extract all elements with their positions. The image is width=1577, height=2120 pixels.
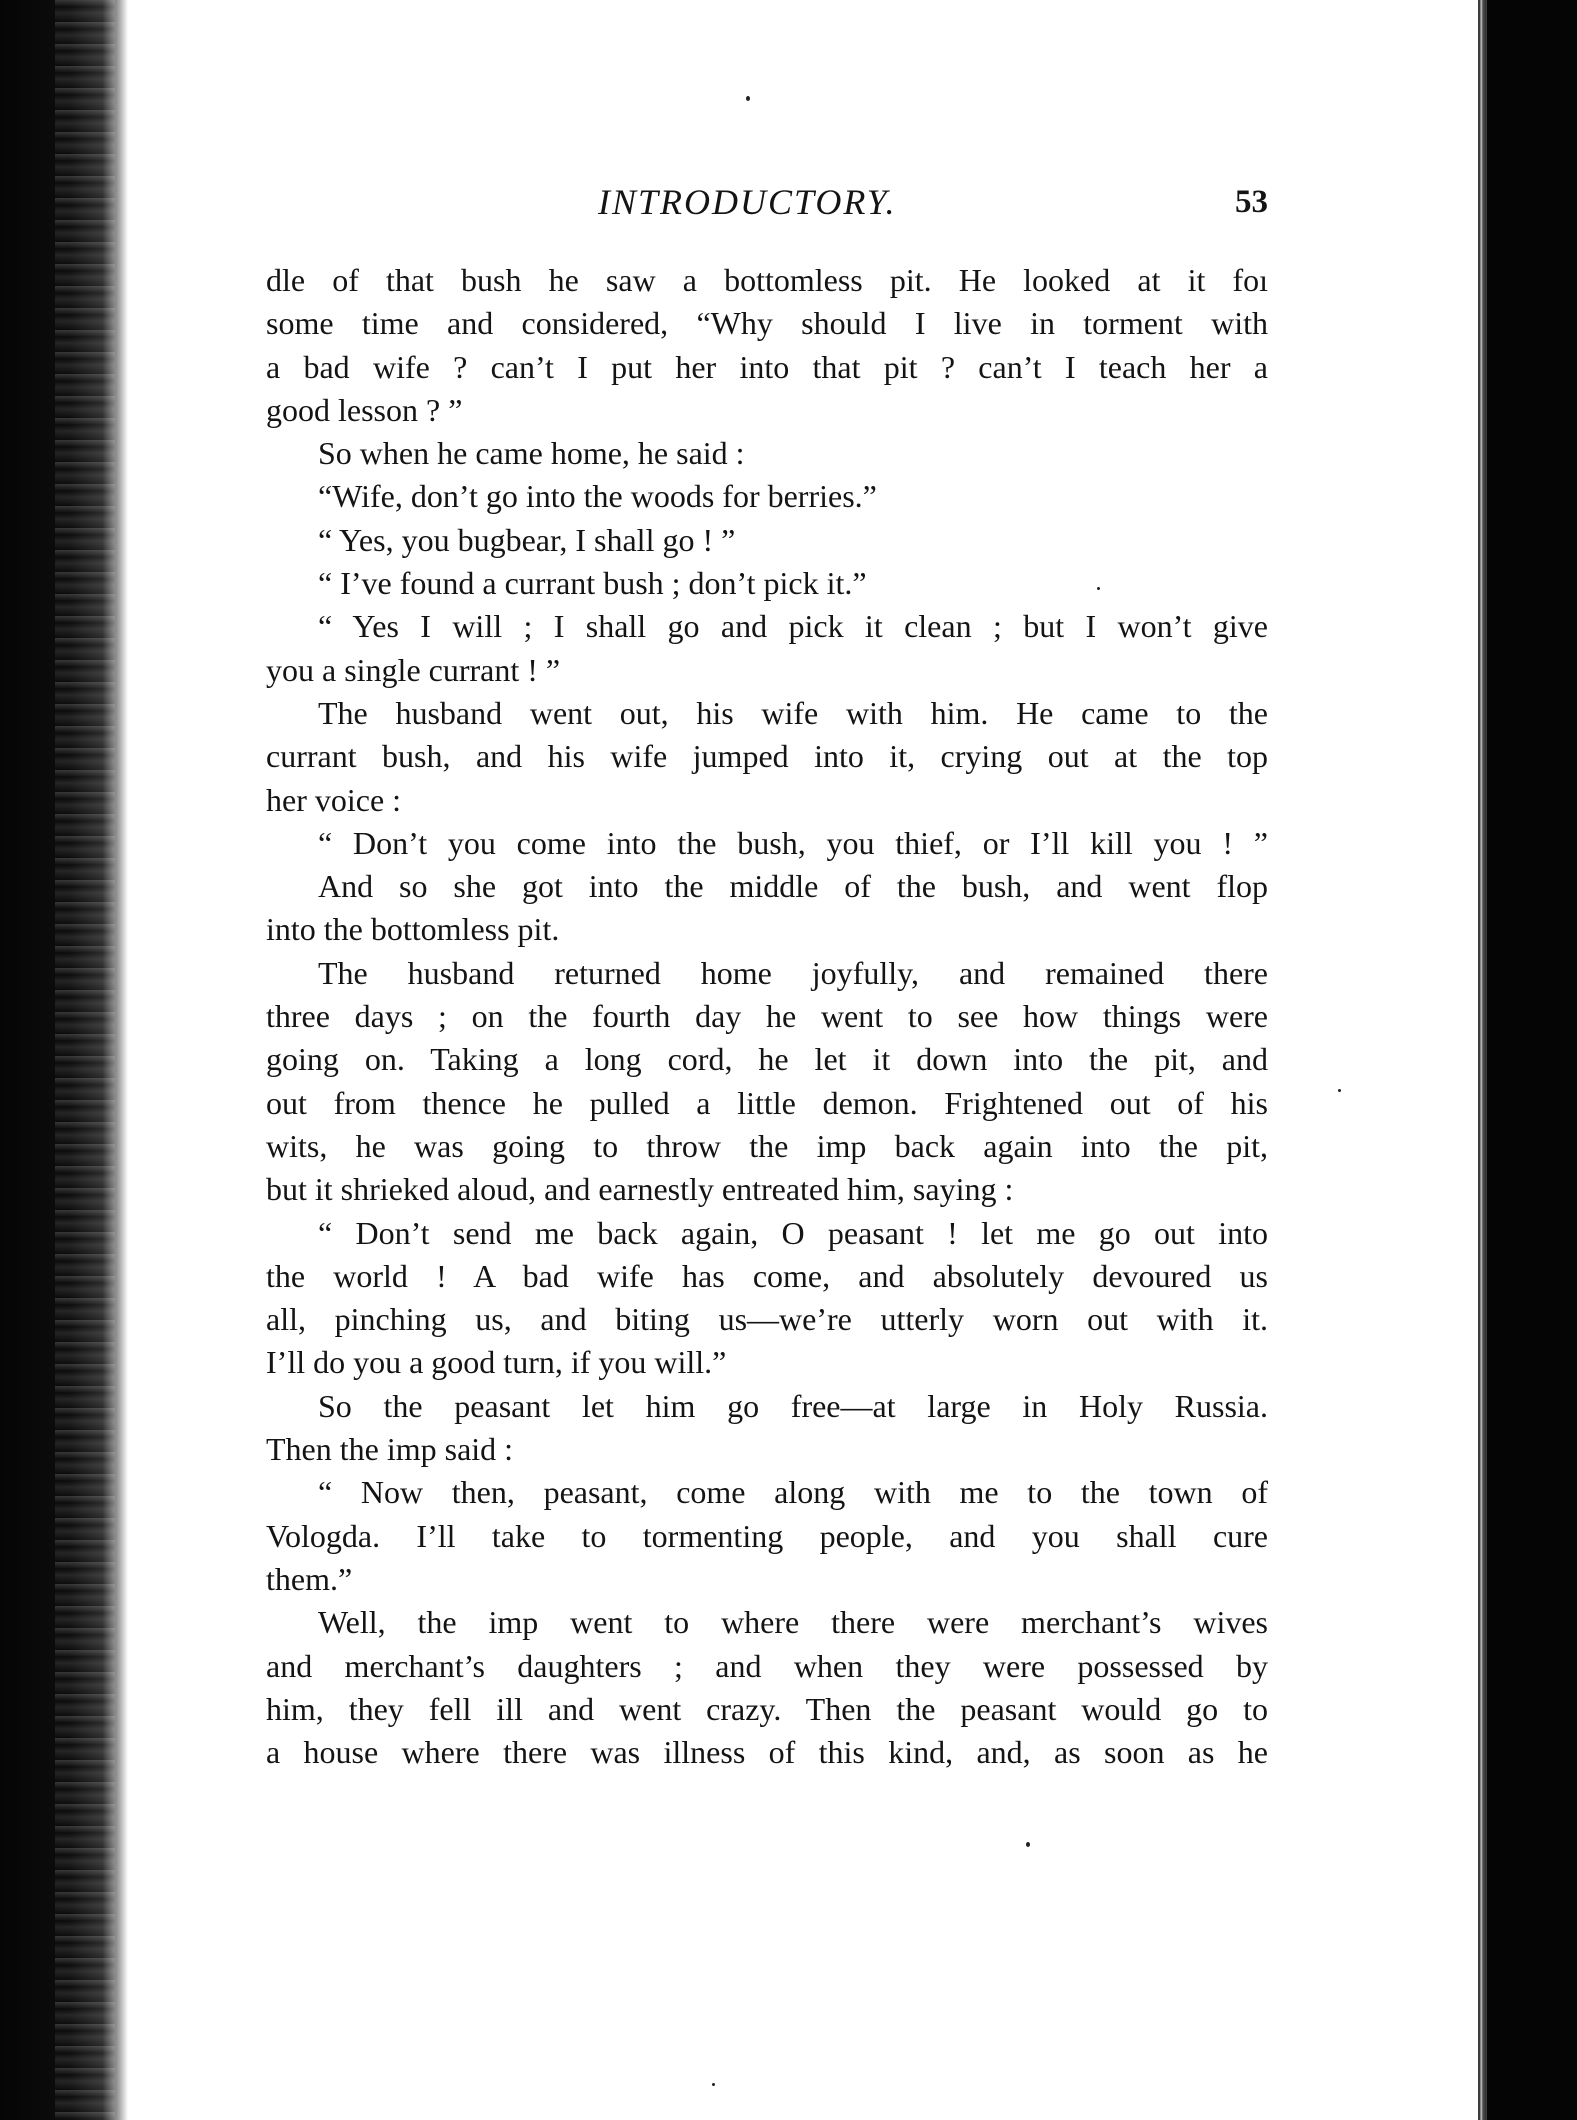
text-line: “ Yes I will ; I shall go and pick it clean ; but I won’t give: [318, 608, 1268, 645]
text-line: So when he came home, he said :: [318, 435, 745, 472]
page-number: 53: [1235, 184, 1268, 220]
text-line: dle of that bush he saw a bottomless pit. He looked at it foı: [266, 262, 1268, 298]
text-line: but it shrieked aloud, and earnestly entreated him, saying :: [266, 1171, 1014, 1208]
text-line: the world ! A bad wife has come, and absolutely devoured us: [266, 1257, 1268, 1294]
scan-speck: [746, 96, 750, 101]
text-line: “ Now then, peasant, come along with me to the town of: [318, 1474, 1268, 1511]
text-line: good lesson ? ”: [266, 391, 463, 428]
text-line: “ Yes, you bugbear, I shall go ! ”: [318, 521, 736, 558]
text-line: And so she got into the middle of the bush, and went flop: [318, 868, 1268, 905]
scan-speck: [1026, 1842, 1030, 1847]
scan-speck: [1097, 587, 1100, 590]
text-line: The husband returned home joyfully, and remained there: [318, 954, 1268, 991]
text-line: currant bush, and his wife jumped into it, crying out at the top: [266, 738, 1268, 775]
text-line: Vologda. I’ll take to tormenting people, and you shall cure: [266, 1517, 1268, 1554]
scan-border-right: [1487, 0, 1577, 2120]
text-line: wits, he was going to throw the imp back again into the pit,: [266, 1127, 1268, 1164]
text-line: a house where there was illness of this kind, and, as soon as he: [266, 1734, 1268, 1771]
text-line: a bad wife ? can’t I put her into that pit ? can’t I teach her a: [266, 348, 1268, 385]
text-line: and merchant’s daughters ; and when they were possessed by: [266, 1647, 1268, 1684]
text-line: her voice :: [266, 781, 402, 818]
binding-shadow-left: [0, 0, 128, 2120]
text-line: “ I’ve found a currant bush ; don’t pick it.”: [318, 565, 867, 602]
text-line: him, they fell ill and went crazy. Then the peasant would go to: [266, 1690, 1268, 1727]
text-line: three days ; on the fourth day he went to see how things were: [266, 998, 1268, 1035]
text-line: So the peasant let him go free—at large in Holy Russia.: [318, 1387, 1268, 1424]
text-line: The husband went out, his wife with him. He came to the: [318, 694, 1268, 731]
text-line: you a single currant ! ”: [266, 651, 561, 688]
text-line: Then the imp said :: [266, 1431, 514, 1468]
text-line: going on. Taking a long cord, he let it down into the pit, and: [266, 1041, 1268, 1078]
text-line: all, pinching us, and biting us—we’re utterly worn out with it.: [266, 1301, 1268, 1338]
text-line: “ Don’t you come into the bush, you thief, or I’ll kill you ! ”: [318, 824, 1268, 861]
text-line: “ Don’t send me back again, O peasant ! let me go out into: [318, 1214, 1268, 1251]
text-line: into the bottomless pit.: [266, 911, 560, 948]
running-title: INTRODUCTORY.: [598, 182, 897, 222]
scan-speck: [1338, 1089, 1341, 1092]
scan-speck: [712, 2083, 715, 2086]
body-text: [266, 259, 1268, 1774]
text-line: out from thence he pulled a little demon. Frightened out of his: [266, 1084, 1268, 1121]
text-line: “Wife, don’t go into the woods for berries.”: [318, 478, 877, 515]
text-line: Well, the imp went to where there were merchant’s wives: [318, 1604, 1268, 1641]
running-header: [268, 180, 1268, 236]
text-line: I’ll do you a good turn, if you will.”: [266, 1344, 727, 1381]
text-line: some time and considered, “Why should I live in torment with: [266, 305, 1268, 342]
text-line: them.”: [266, 1560, 353, 1597]
